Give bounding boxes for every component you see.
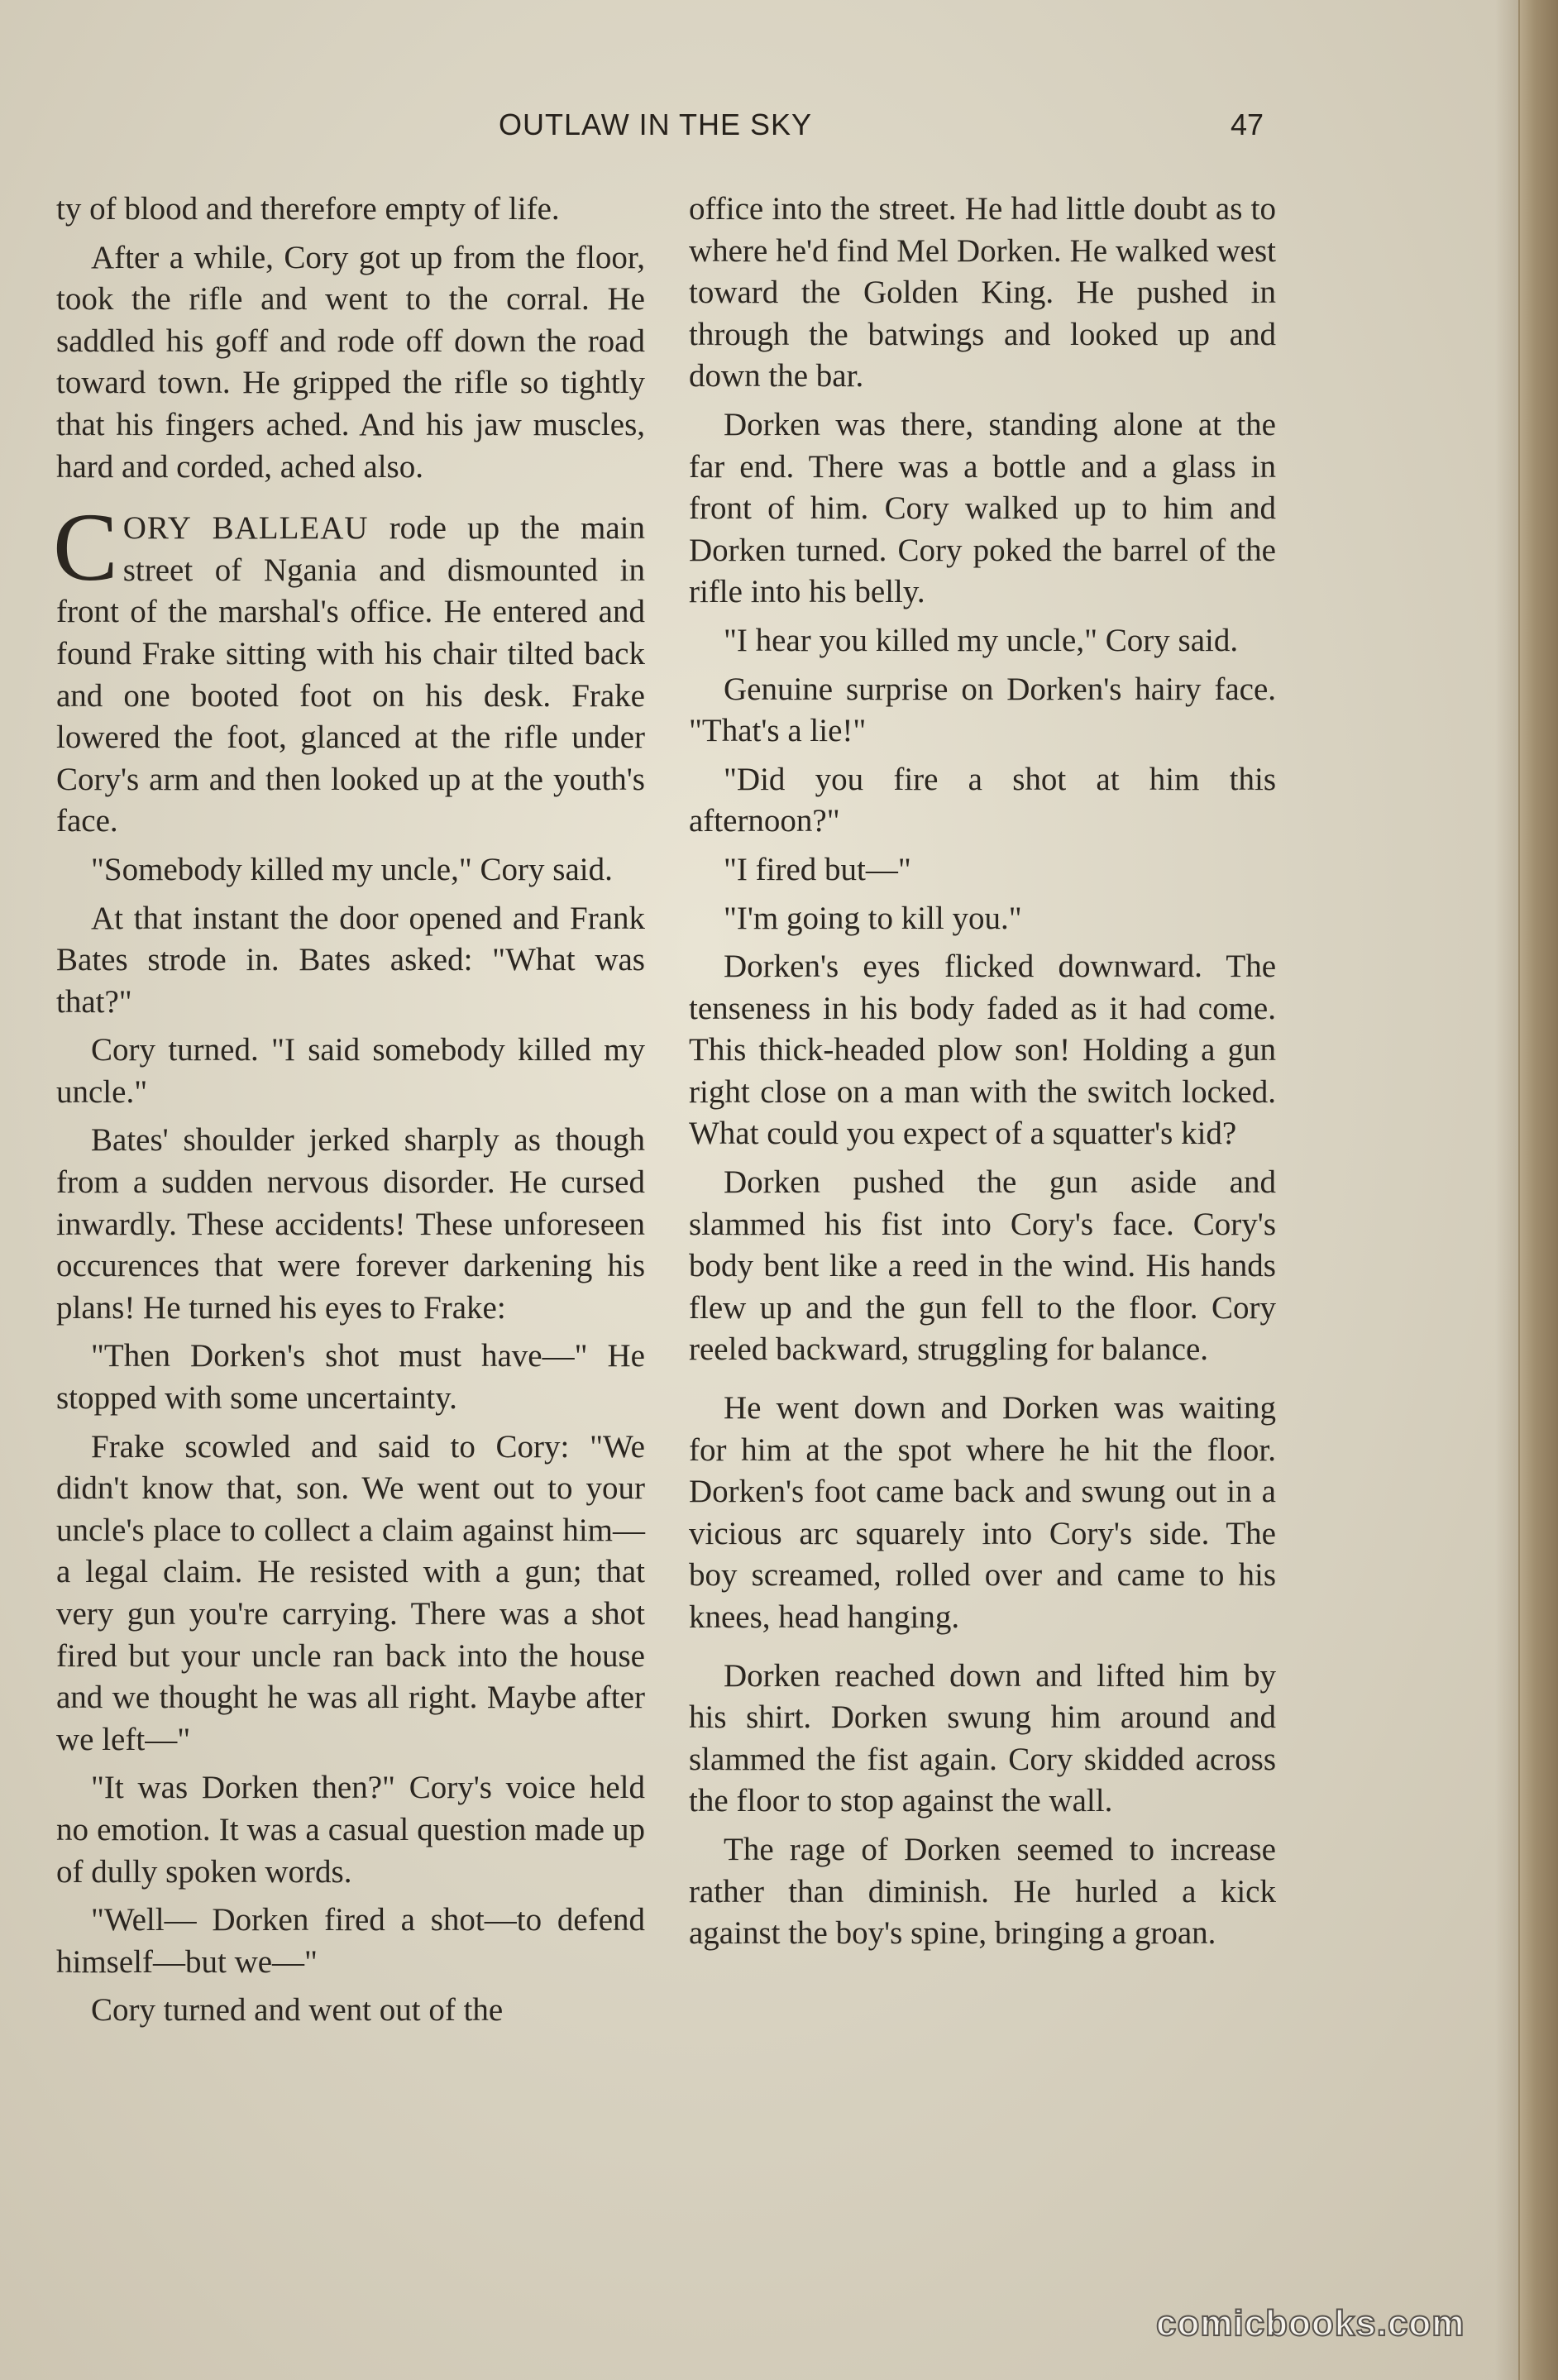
paragraph: [56, 849, 645, 891]
running-title: OUTLAW IN THE SKY: [499, 108, 813, 141]
paragraph: After a while, Cory got up from the floor, took the rifle and went to the corral. He saddled his goff and rode off down the road toward town. He gripped the rifle so tightly that his fingers ached. And his jaw muscles, hard and corded, ached also.: [56, 239, 645, 485]
section-opening-text: rode up the main street of Ngania and dismounted in front of the marshal's office. He entered and found Frake sitting with his chair tilted back and one booted foot on his desk. Frake lowered the foot, glanced at the rifle under Cory's arm and then looked up at the youth's face.: [56, 510, 645, 839]
paragraph: "It was Dorken then?" Cory's voice held no emotion. It was a casual question made up of dully spoken words.: [56, 1770, 645, 1890]
paragraph-text: Somebody killed my uncle," Cory said.: [103, 851, 613, 887]
spine-shadow: [1495, 0, 1520, 2380]
drop-cap: C: [53, 493, 118, 602]
left-column: [53, 189, 645, 2032]
paragraph: "I fired but—": [724, 851, 911, 887]
page-header: [0, 108, 1480, 157]
paragraph: office into the street. He had little doubt as to where he'd find Mel Dorken. He walked west toward the Golden King. He pushed in through the batwings and looked up and down the bar.: [689, 191, 1276, 394]
paragraph: "I'm going to kill you.": [724, 900, 1022, 936]
quote-mark: ": [91, 851, 104, 887]
paragraph: "Well— Dorken fired a shot—to defend himself—but we—": [56, 1902, 645, 1980]
site-watermark: comicbooks.com: [1156, 2303, 1465, 2344]
right-column: [689, 189, 1276, 1955]
paragraph: "Did you fire a shot at him this afternoon?": [689, 761, 1276, 839]
paragraph: Genuine surprise on Dorken's hairy face. "That's a lie!": [689, 671, 1276, 749]
paragraph: He went down and Dorken was waiting for him at the spot where he hit the floor. Dorken's foot came back and swung out in a vicious arc squarely into Cory's side. The boy screamed, rolled over and came to his knees, head hanging.: [689, 1390, 1276, 1635]
paragraph: "I hear you killed my uncle," Cory said.: [724, 622, 1239, 658]
book-spine: [1518, 0, 1558, 2380]
paragraph: "Then Dorken's shot must have—" He stopped with some uncertainty.: [56, 1338, 645, 1417]
page-number: 47: [1231, 108, 1264, 141]
paragraph: Cory turned and went out of the: [91, 1992, 504, 2029]
paragraph: Dorken was there, standing alone at the far end. There was a bottle and a glass in front of him. Cory walked up to him and Dorken turned. Cory poked the barrel of the rifle into his belly.: [689, 406, 1276, 610]
paragraph: At that instant the door opened and Frank Bates strode in. Bates asked: "What was that?": [56, 900, 645, 1020]
section-opening-paragraph: [53, 493, 645, 843]
paragraph: ty of blood and therefore empty of life.: [56, 191, 560, 227]
section-opening-smallcaps: ORY BALLEAU: [122, 510, 369, 547]
paragraph: The rage of Dorken seemed to increase rather than diminish. He hurled a kick against the boy's spine, bringing a groan.: [689, 1831, 1276, 1952]
paragraph: Cory turned. "I said somebody killed my uncle.": [56, 1032, 645, 1110]
paragraph: Bates' shoulder jerked sharply as though from a sudden nervous disorder. He cursed inwardly. These accidents! These unforeseen occurences that were forever darkening his plans! He turned his eyes to Frake:: [56, 1122, 645, 1326]
paragraph: Frake scowled and said to Cory: "We didn't know that, son. We went out to your uncle's place to collect a claim against him—a legal claim. He resisted with a gun; that very gun you're carrying. There was a shot fired but your uncle ran back into the house and we thought he was all right. Maybe after we left—": [56, 1428, 645, 1757]
paragraph: Dorken pushed the gun aside and slammed his fist into Cory's face. Cory's body bent like a reed in the wind. His hands flew up and the gun fell to the floor. Cory reeled backward, struggling for balance.: [689, 1164, 1276, 1368]
paragraph: Dorken reached down and lifted him by his shirt. Dorken swung him around and slammed the fist again. Cory skidded across the floor to stop against the wall.: [689, 1657, 1276, 1819]
paragraph: Dorken's eyes flicked downward. The tenseness in his body faded as it had come. This thick-headed plow son! Holding a gun right close on a man with the switch locked. What could you expect of a squatter's kid?: [689, 949, 1276, 1152]
